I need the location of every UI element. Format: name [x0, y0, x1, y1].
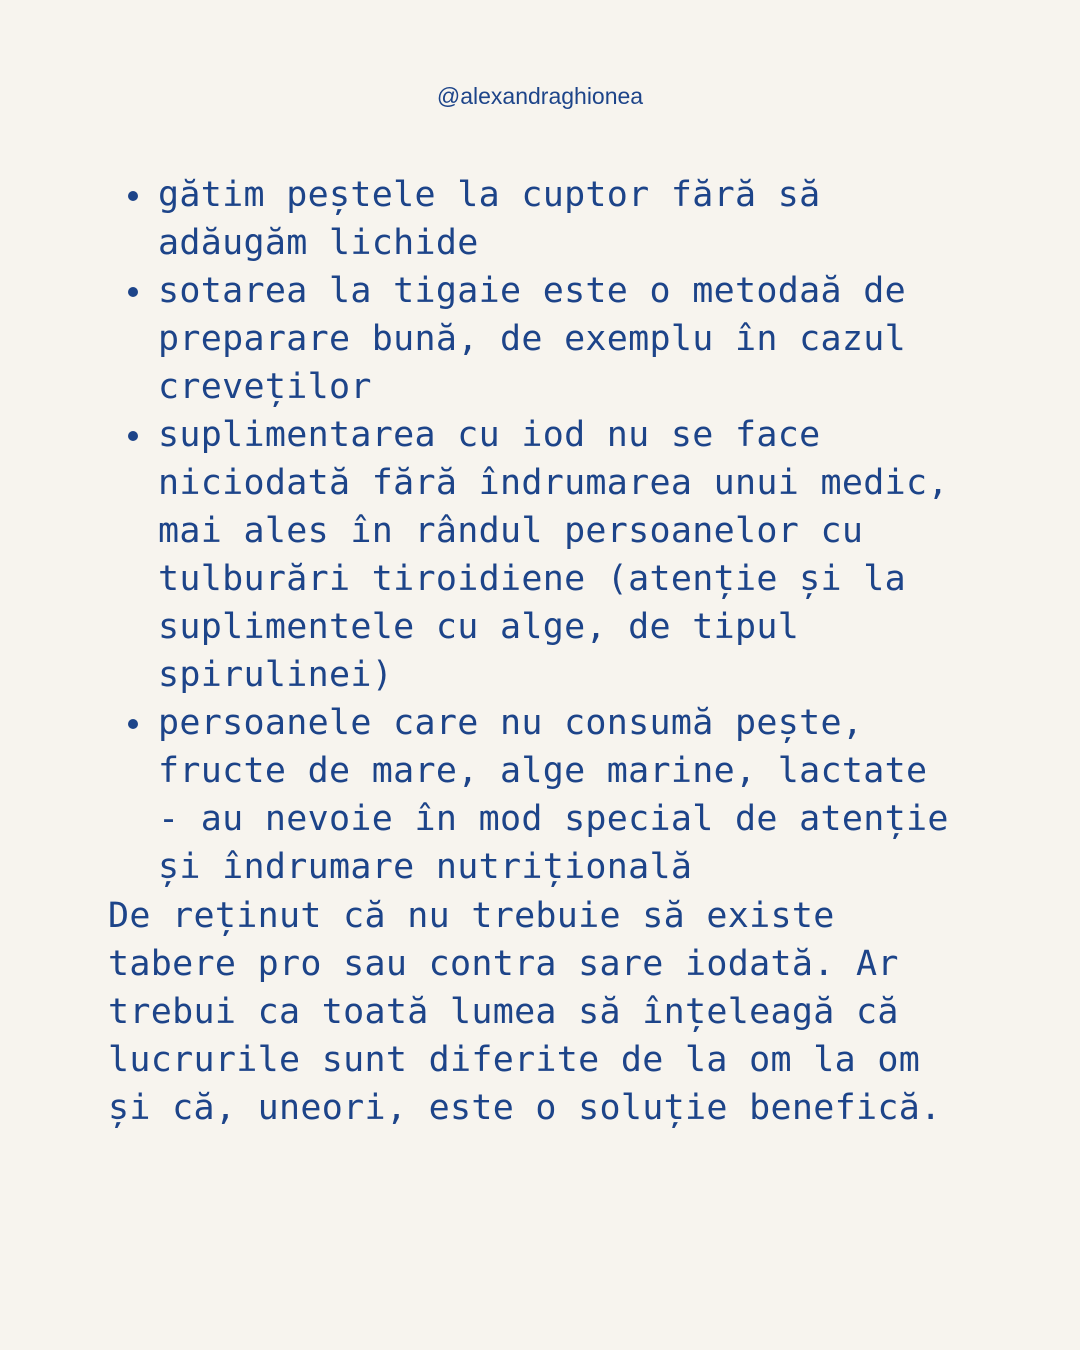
list-item: suplimentarea cu iod nu se face niciodată fără îndrumarea unui medic, mai ales în rândul persoanelor cu tulburări tiroidiene (atenție și la suplimentele cu alge, de tipul spirulinei) — [158, 411, 968, 699]
list-item: sotarea la tigaie este o metodaă de preparare bună, de exemplu în cazul creveților — [158, 267, 968, 411]
author-handle: @alexandraghionea — [436, 83, 644, 109]
tips-list — [108, 171, 968, 891]
list-item: persoanele care nu consumă pește, fructe de mare, alge marine, lactate - au nevoie în mod special de atenție și îndrumare nutrițională — [158, 699, 968, 891]
closing-paragraph: De reținut că nu trebuie să existe tabere pro sau contra sare iodată. Ar trebui ca toată lumea să înțeleagă că lucrurile sunt diferite de la om la om și că, uneori, este o soluție benefică. — [108, 896, 942, 1128]
list-item: gătim peștele la cuptor fără să adăugăm lichide — [158, 171, 968, 267]
